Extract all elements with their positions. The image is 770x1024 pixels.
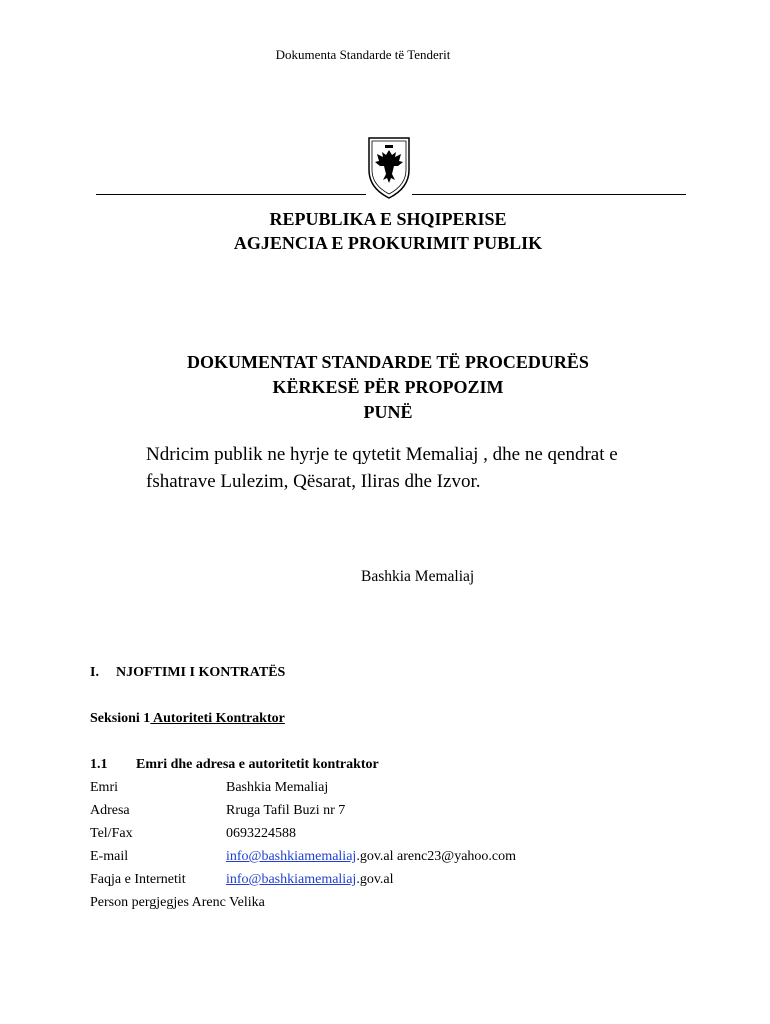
project-description [146, 441, 686, 495]
header-divider-left [96, 194, 366, 195]
header-divider-right [412, 194, 686, 195]
item-title: Emri dhe adresa e autoritetit kontraktor [136, 757, 379, 772]
address-value: Rruga Tafil Buzi nr 7 [226, 803, 346, 818]
albanian-coat-of-arms-icon [365, 136, 413, 200]
section-number: I. [90, 665, 99, 680]
document-subtitle: KËRKESË PËR PROPOZIM [272, 377, 504, 397]
name-label: Emri [90, 780, 118, 795]
issuer-republic: REPUBLIKA E SHQIPERISE [269, 209, 507, 229]
email-rest: .gov.al arenc23@yahoo.com [356, 849, 517, 864]
phone-value: 0693224588 [226, 826, 296, 841]
address-label: Adresa [90, 803, 130, 818]
document-title: DOKUMENTAT STANDARDE TË PROCEDURËS [187, 352, 589, 372]
name-value: Bashkia Memaliaj [226, 780, 329, 795]
document-type: PUNË [363, 402, 413, 422]
website-link[interactable]: info@bashkiamemaliaj [226, 872, 357, 887]
website-label: Faqja e Internetit [90, 872, 186, 887]
project-description-line2: fshatrave Lulezim, Qësarat, Iliras dhe Izvor. [146, 471, 481, 492]
email-link[interactable]: info@bashkiamemaliaj [226, 849, 357, 864]
subsection-title: Autoriteti Kontraktor [150, 711, 285, 726]
phone-label: Tel/Fax [90, 826, 133, 841]
email-value [226, 849, 516, 865]
email-label: E-mail [90, 849, 129, 864]
running-header: Dokumenta Standarde të Tenderit [275, 47, 451, 62]
section-title: NJOFTIMI I KONTRATËS [116, 665, 286, 680]
subsection-heading [90, 711, 285, 727]
website-value [226, 872, 394, 888]
project-description-line1: Ndricim publik ne hyrje te qytetit Memaliaj , dhe ne qendrat e [146, 444, 618, 465]
website-rest: .gov.al [356, 872, 394, 887]
subsection-prefix: Seksioni 1 [90, 711, 151, 726]
item-number: 1.1 [90, 757, 108, 772]
authority-name: Bashkia Memaliaj [361, 568, 475, 585]
responsible-person: Person pergjegjes Arenc Velika [90, 895, 265, 910]
issuer-agency: AGJENCIA E PROKURIMIT PUBLIK [233, 233, 543, 253]
